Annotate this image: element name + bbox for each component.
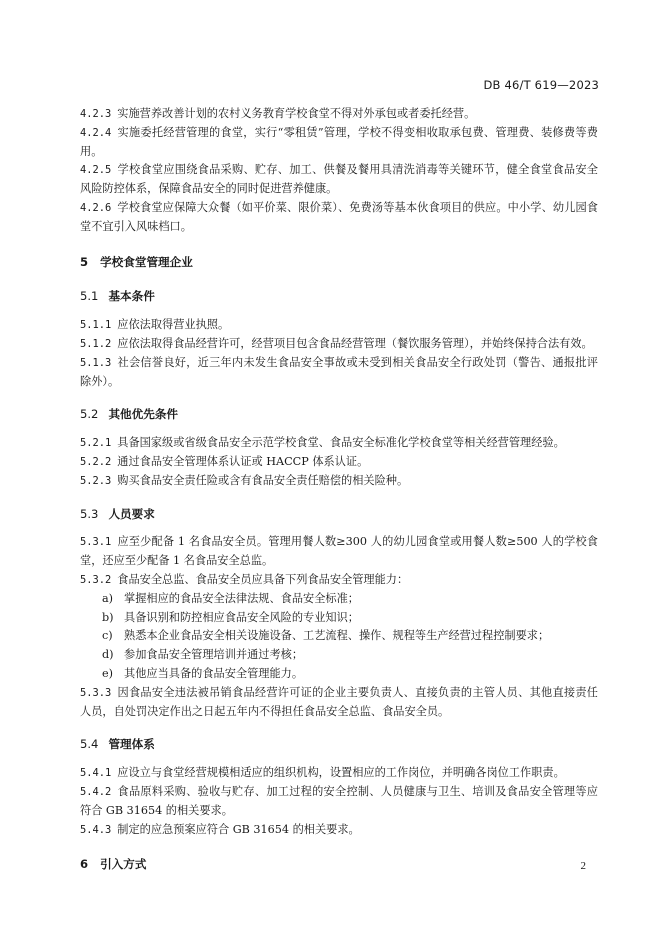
clause-number: 4.2.4 bbox=[80, 126, 112, 139]
clause-5-4-2 bbox=[80, 783, 598, 821]
clause-text: 因食品安全违法被吊销食品经营许可证的企业主要负责人、直接负责的主管人员、其他直接责任人员，自处罚决定作出之日起五年内不得担任食品安全总监、食品安全员。 bbox=[80, 685, 598, 718]
list-item bbox=[80, 590, 598, 609]
clause-text: 社会信誉良好，近三年内未发生食品安全事故或未受到相关食品安全行政处罚（警告、通报批评除外）。 bbox=[80, 355, 598, 388]
clause-text: 购买食品安全责任险或含有食品安全责任赔偿的相关险种。 bbox=[117, 473, 409, 487]
clause-number: 5.4.2 bbox=[80, 785, 112, 798]
clause-text: 具备国家级或省级食品安全示范学校食堂、食品安全标准化学校食堂等相关经营管理经验。 bbox=[117, 436, 565, 450]
list-text: 掌握相应的食品安全法律法规、食品安全标准； bbox=[124, 591, 359, 605]
list-marker: e) bbox=[102, 666, 113, 680]
list-marker: d) bbox=[102, 648, 114, 662]
list-item bbox=[80, 665, 598, 684]
chapter-number: 6 bbox=[80, 857, 89, 872]
clause-text: 食品原料采购、验收与贮存、加工过程的安全控制、人员健康与卫生、培训及食品安全管理等应符合 GB 31654 的相关要求。 bbox=[80, 784, 598, 817]
clause-5-2-1 bbox=[80, 434, 598, 453]
clause-5-2-2 bbox=[80, 453, 598, 472]
chapter-5-heading bbox=[80, 253, 598, 272]
clause-4-2-5 bbox=[80, 161, 598, 199]
list-marker: a) bbox=[102, 591, 114, 605]
clause-5-1-1 bbox=[80, 316, 598, 335]
clause-text: 应依法取得食品经营许可，经营项目包含食品经营管理（餐饮服务管理），并始终保持合法有效。 bbox=[117, 336, 593, 350]
section-5-2-heading bbox=[80, 405, 598, 424]
section-title: 管理体系 bbox=[108, 737, 155, 752]
clause-number: 5.2.2 bbox=[80, 455, 112, 468]
clause-5-1-3 bbox=[80, 354, 598, 392]
list-text: 熟悉本企业食品安全相关设施设备、工艺流程、操作、规程等生产经营过程控制要求； bbox=[124, 629, 550, 643]
clause-text: 食品安全总监、食品安全员应具备下列食品安全管理能力： bbox=[117, 572, 409, 586]
clause-text: 通过食品安全管理体系认证或 HACCP 体系认证。 bbox=[117, 454, 369, 468]
clause-number: 5.3.1 bbox=[80, 536, 112, 549]
list-item bbox=[80, 627, 598, 646]
list-marker: b) bbox=[102, 610, 114, 624]
clause-text: 制定的应急预案应符合 GB 31654 的相关要求。 bbox=[117, 822, 360, 836]
clause-number: 5.4.1 bbox=[80, 767, 112, 780]
list-item bbox=[80, 609, 598, 628]
clause-5-1-2 bbox=[80, 335, 598, 354]
chapter-title: 学校食堂管理企业 bbox=[100, 254, 193, 269]
clause-number: 4.2.5 bbox=[80, 164, 112, 177]
clause-number: 5.4.3 bbox=[80, 823, 112, 836]
section-5-3-heading bbox=[80, 505, 598, 524]
clause-5-4-3 bbox=[80, 821, 598, 840]
clause-number: 5.1.1 bbox=[80, 319, 112, 332]
clause-5-3-1 bbox=[80, 533, 598, 571]
clause-text: 实施委托经营管理的食堂，实行“零租赁”管理，学校不得变相收取承包费、管理费、装修费等费用。 bbox=[80, 125, 598, 158]
clause-4-2-3 bbox=[80, 105, 598, 124]
clause-number: 5.3.2 bbox=[80, 573, 112, 586]
clause-number: 4.2.6 bbox=[80, 201, 112, 214]
clause-number: 4.2.3 bbox=[80, 108, 112, 120]
document-standard-id: DB 46/T 619—2023 bbox=[483, 78, 599, 92]
list-text: 具备识别和防控相应食品安全风险的专业知识； bbox=[124, 610, 359, 624]
clause-4-2-6 bbox=[80, 199, 598, 237]
section-number: 5.3 bbox=[80, 506, 99, 521]
clause-text: 学校食堂应保障大众餐（如平价菜、限价菜）、免费汤等基本伙食项目的供应。中小学、幼儿园食堂不宜引入风味档口。 bbox=[80, 200, 598, 233]
section-title: 基本条件 bbox=[108, 289, 155, 304]
clause-4-2-4 bbox=[80, 124, 598, 162]
section-number: 5.2 bbox=[80, 407, 99, 422]
clause-5-2-3 bbox=[80, 472, 598, 491]
section-number: 5.4 bbox=[80, 737, 99, 752]
clause-text: 实施营养改善计划的农村义务教育学校食堂不得对外承包或者委托经营。 bbox=[117, 107, 476, 120]
document-body bbox=[80, 105, 598, 874]
clause-number: 5.2.3 bbox=[80, 474, 112, 487]
list-item bbox=[80, 646, 598, 665]
page-number: 2 bbox=[580, 860, 586, 872]
chapter-6-heading bbox=[80, 855, 598, 874]
clause-text: 应至少配备 1 名食品安全员。管理用餐人数≥300 人的幼儿园食堂或用餐人数≥500 人的学校食堂，还应至少配备 1 名食品安全总监。 bbox=[80, 535, 598, 568]
section-5-4-heading bbox=[80, 735, 598, 754]
clause-5-3-2 bbox=[80, 571, 598, 590]
chapter-title: 引入方式 bbox=[100, 857, 147, 872]
section-5-1-heading bbox=[80, 287, 598, 306]
list-text: 参加食品安全管理培训并通过考核； bbox=[124, 648, 304, 662]
section-title: 人员要求 bbox=[108, 506, 155, 521]
clause-number: 5.2.1 bbox=[80, 437, 112, 450]
section-number: 5.1 bbox=[80, 289, 99, 304]
clause-text: 应依法取得营业执照。 bbox=[117, 318, 230, 332]
list-marker: c) bbox=[102, 629, 113, 643]
clause-number: 5.3.3 bbox=[80, 686, 112, 699]
clause-5-3-3 bbox=[80, 684, 598, 722]
clause-text: 学校食堂应围绕食品采购、贮存、加工、供餐及餐用具清洗消毒等关键环节，健全食堂食品安全风险防控体系，保障食品安全的同时促进营养健康。 bbox=[80, 163, 598, 196]
clause-text: 应设立与食堂经营规模相适应的组织机构，设置相应的工作岗位，并明确各岗位工作职责。 bbox=[117, 766, 565, 780]
clause-5-4-1 bbox=[80, 764, 598, 783]
list-text: 其他应当具备的食品安全管理能力。 bbox=[124, 666, 304, 680]
clause-number: 5.1.2 bbox=[80, 337, 112, 350]
clause-number: 5.1.3 bbox=[80, 356, 112, 369]
section-title: 其他优先条件 bbox=[108, 407, 179, 422]
chapter-number: 5 bbox=[80, 254, 89, 269]
